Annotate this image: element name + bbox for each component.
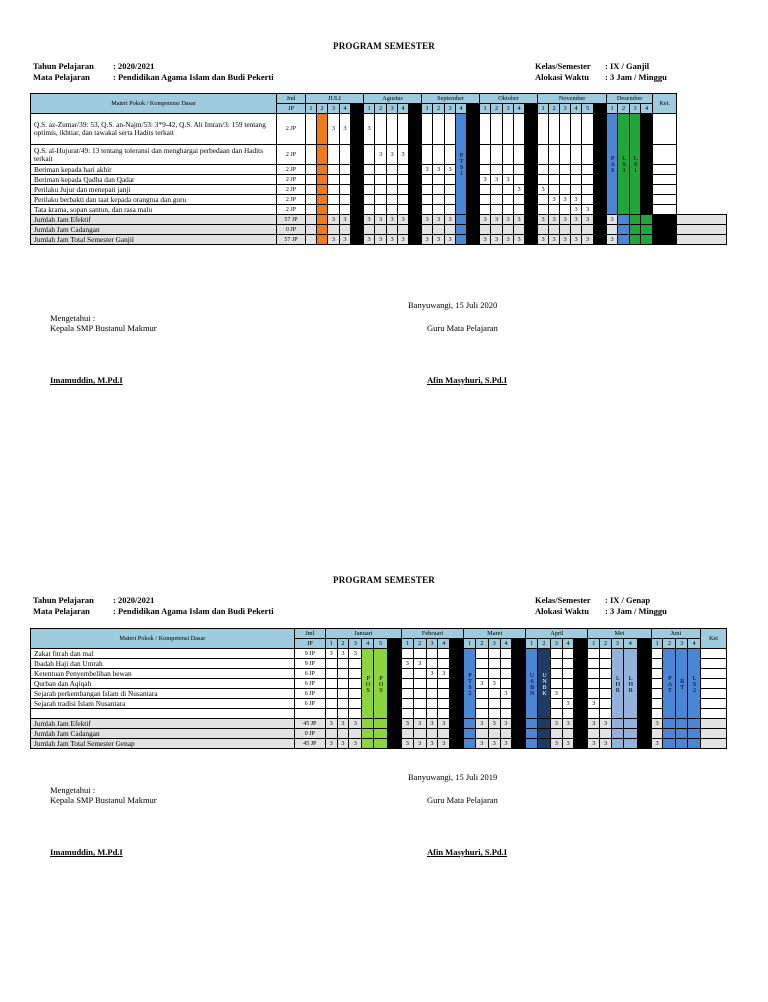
summary-row: Jumlah Jam Total Semester Ganjil 57 JP 3 3 3 3 3 3 3 3 3 3 3 3 3 3 3 3 3 3 3 (31, 235, 727, 245)
sheet2-guru: Guru Mata Pelajaran (427, 795, 498, 805)
tahun-value: : 2020/2021 (113, 61, 155, 71)
month-header: Oktober (480, 94, 538, 104)
header-ket: Ket. (653, 94, 677, 114)
table-row: Tata krama, sopan santun, dan rasa malu 2 JP 3 3 (31, 205, 727, 215)
sheet2-info-left: Tahun Pelajaran : 2020/2021 Mata Pelajaran : Pendidikan Agama Islam dan Budi Pekerti (33, 595, 274, 616)
table-row: Ibadah Haji dan Umrah 9 JP 3 3 (31, 659, 727, 669)
ls1b-label: LS1 (630, 114, 641, 215)
sheet2-date: Banyuwangi, 15 Juli 2019 (408, 772, 498, 782)
table-row: Perilaku berbakti dan taat kepada orangtua dan guru 2 JP 3 3 3 (31, 195, 727, 205)
header-materi: Materi Pokok / Kompetensi Dasar (31, 94, 277, 114)
month-header: Juni (651, 629, 700, 639)
table-row: Sejarah perkembangan Islam di Nusantara 6 JP 3 3 (31, 689, 727, 699)
sheet1-schedule-table: Materi Pokok / Kompetensi Dasar Jml JULI Agustus September Oktober November Desember Ket. JP 1 2 3 4 1 2 3 4 1 2 3 4 1 2 3 4 1 2 3 4 5 1 2 3 4 Q.S. az-Zumar/39: 53, Q.S. an-Najm/53: 3*9-42, Q.S. Ali Imran/3: 159 tentang optimis, ikhtiar, dan tawakal serta Hadits terkait 2 JP 3 3 3 PTS1 PAS LS1 LS1 Q.S. al-Hujurat/49: 13 tentang toleransi dan menghargai perbedaan dan Hadits terkait 2 JP 3 3 3 Beriman kepada hari akhir 2 JP 3 3 3 Beriman kepada Qadha dan Qadar 2 JP 3 3 3 Perilaku Jujur dan menepati janji 2 JP 3 3 Perilaku berbakti dan taat kepada orangtua dan guru 2 JP 3 3 3 Tata krama, sopan santun, dan rasa malu 2 JP 3 3 Jumlah Jam Efektif 57 JP 3 3 3 3 3 3 3 3 3 3 3 3 3 3 3 3 3 3 3 Jumlah Jam Cadangan 0 JP Jumlah Jam Total Semester Ganjil 57 JP 3 3 3 3 3 3 3 3 3 3 3 3 3 3 3 3 3 3 3 (30, 93, 727, 245)
sheet2-kepala: Kepala SMP Bustanul Makmur (50, 795, 157, 805)
header-jp: JP (277, 104, 306, 114)
month-header: Maret (464, 629, 526, 639)
pos2-label: POS (374, 649, 388, 719)
sheet1-info-right (535, 61, 667, 83)
table-row: Beriman kepada Qadha dan Qadar 2 JP 3 3 3 (31, 175, 727, 185)
lhr2-label: LHR (623, 649, 637, 719)
mapel-label: Mata Pelajaran (33, 72, 90, 82)
sheet2-mengetahui: Mengetahui : (50, 785, 96, 795)
sheet1-nama-kepala: Imamuddin, M.Pd.I (50, 375, 123, 385)
sheet2-nama-kepala: Imamuddin, M.Pd.I (50, 847, 123, 857)
table-row: Beriman kepada hari akhir 2 JP 3 3 3 (31, 165, 727, 175)
kelas-value: : IX / Ganjil (605, 61, 650, 71)
table-row: Q.S. al-Hujurat/49: 13 tentang toleransi dan menghargai perbedaan dan Hadits terkait 2 JP 3 3 3 (31, 145, 727, 165)
materi-cell: Q.S. al-Hujurat/49: 13 tentang toleransi dan menghargai perbedaan dan Hadits terkait (31, 145, 277, 165)
sheet1-kepala: Kepala SMP Bustanul Makmur (50, 323, 157, 333)
month-header: Agustus (364, 94, 422, 104)
month-header: September (422, 94, 480, 104)
sheet1-nama-guru: Afin Masyhuri, S.Pd.I (427, 375, 508, 385)
mapel-value: : Pendidikan Agama Islam dan Budi Pekerti (113, 72, 274, 82)
month-header: Mei (588, 629, 651, 639)
rt-label: RT (676, 649, 688, 719)
table-row: Qurban dan Aqiqah 6 JP 3 3 (31, 679, 727, 689)
sheet2-info-right: Kelas/Semester : IX / Genap Alokasi Waktu : 3 Jam / Minggu (535, 595, 667, 616)
sheet2-title: PROGRAM SEMESTER (333, 575, 435, 585)
sheet2-nama-guru: Afin Masyhuri, S.Pd.I (427, 847, 508, 857)
table-row: Sejarah tradisi Islam Nusantara 6 JP 3 3 (31, 699, 727, 709)
sheet2-schedule-table: Materi Pokok / Kompetensi Dasar Jml Januari Februari Maret April Mei Juni Ket JP 1 2 3 4 5 1 2 3 4 1 2 3 4 1 2 3 4 1 2 3 4 1 2 3 4 Zakat fitrah dan mal 9 JP 3 3 3 POS POS PTS2 USBN UNBK LHR LHR PAT RT LS2 Ibadah Haji dan Umrah 9 JP 3 3 Ketentuan Penyembelihan hewan 6 JP 3 3 Qurban dan Aqiqah 6 JP 3 3 Sejarah perkembangan Islam di Nusantara 6 JP 3 3 Sejarah tradisi Islam Nusantara 6 JP 3 3 Jumlah Jam Efektif 45 JP 3 3 3 3 3 3 3 3 3 3 3 3 3 3 3 Jumlah Jam Cadangan 0 JP Jumlah Jam Total Semester Genap 45 JP 3 3 3 3 3 3 3 3 3 3 3 3 3 3 3 (30, 628, 727, 749)
month-header: April (526, 629, 588, 639)
alokasi-value: : 3 Jam / Minggu (605, 72, 667, 82)
lhr1-label: LHR (611, 649, 623, 719)
ls2-label: LS2 (688, 649, 701, 719)
table-row: Ketentuan Penyembelihan hewan 6 JP 3 3 (31, 669, 727, 679)
jp-cell: 2 JP (277, 114, 306, 145)
tahun-label: Tahun Pelajaran (33, 61, 94, 71)
ls1-label: LS1 (618, 114, 630, 215)
sheet1-mengetahui: Mengetahui : (50, 313, 96, 323)
summary-row: Jumlah Jam Efektif 45 JP 3 3 3 3 3 3 3 3 3 3 3 3 3 3 3 (31, 719, 727, 729)
sheet1-title: PROGRAM SEMESTER (333, 41, 435, 51)
usbn-label: USBN (526, 649, 538, 719)
alokasi-label: Alokasi Waktu (535, 72, 589, 82)
header-jml: Jml (277, 94, 306, 104)
summary-row: Jumlah Jam Total Semester Genap 45 JP 3 3 3 3 3 3 3 3 3 3 3 3 3 3 3 (31, 739, 727, 749)
pts2-label: PTS2 (464, 649, 476, 719)
sheet1-date: Banyuwangi, 15 Juli 2020 (408, 300, 498, 310)
sheet1-guru: Guru Mata Pelajaran (427, 323, 498, 333)
pos1-label: POS (362, 649, 374, 719)
pts1-label: PTS1 (456, 114, 467, 215)
pat-label: PAT (663, 649, 676, 719)
pas-label: PAS (607, 114, 618, 215)
summary-row: Jumlah Jam Cadangan 0 JP (31, 729, 727, 739)
table-row: Perilaku Jujur dan menepati janji 2 JP 3 3 (31, 185, 727, 195)
sheet1-info-left (33, 61, 274, 83)
table-row: Q.S. az-Zumar/39: 53, Q.S. an-Najm/53: 3*9-42, Q.S. Ali Imran/3: 159 tentang optimis, ikhtiar, dan tawakal serta Hadits terkait 2 JP 3 3 3 PTS1 PAS LS1 LS1 (31, 114, 727, 145)
kelas-label: Kelas/Semester (535, 61, 591, 71)
summary-row: Jumlah Jam Efektif 57 JP 3 3 3 3 3 3 3 3 3 3 3 3 3 3 3 3 3 3 3 (31, 215, 727, 225)
month-header: November (538, 94, 607, 104)
month-header: JULI (306, 94, 364, 104)
table-row: Zakat fitrah dan mal 9 JP 3 3 3 POS POS PTS2 USBN UNBK LHR LHR PAT RT LS2 (31, 649, 727, 659)
summary-row: Jumlah Jam Cadangan 0 JP (31, 225, 727, 235)
unbk-label: UNBK (538, 649, 551, 719)
month-header: Desember (607, 94, 653, 104)
month-header: Januari (325, 629, 401, 639)
month-header: Februari (401, 629, 463, 639)
materi-cell: Q.S. az-Zumar/39: 53, Q.S. an-Najm/53: 3*9-42, Q.S. Ali Imran/3: 159 tentang optimis, ikhtiar, dan tawakal serta Hadits terkait (31, 114, 277, 145)
